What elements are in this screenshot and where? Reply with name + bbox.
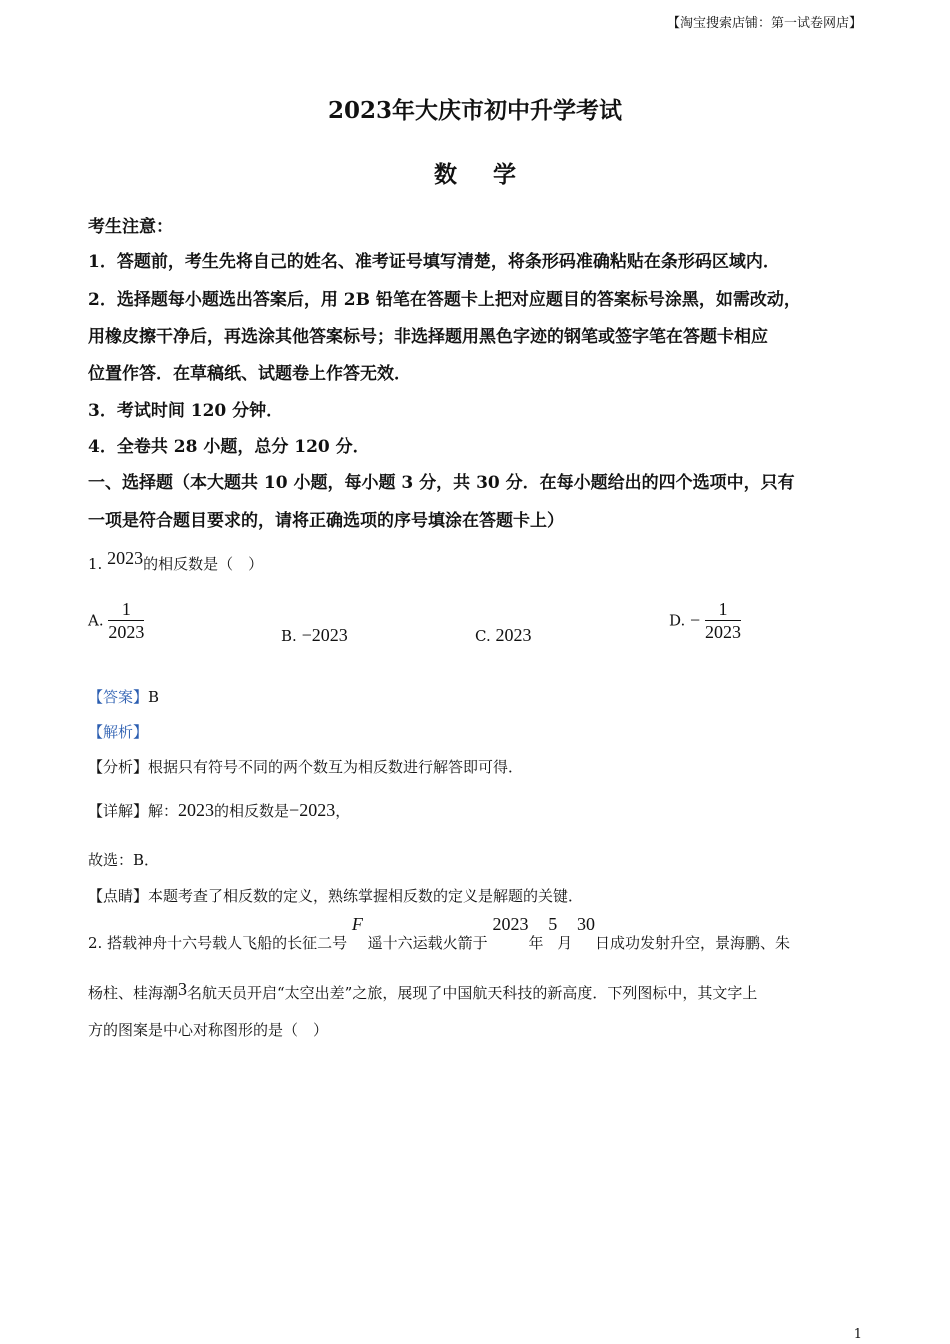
question-1-text: 的相反数是（ ）	[143, 555, 264, 573]
option-a-fraction	[108, 598, 144, 643]
notice-item-3: 3．考试时间 120 分钟．	[88, 401, 284, 421]
notice-item-4: 4．全卷共 28 小题，总分 120 分．	[88, 437, 370, 457]
option-d-sign: −	[690, 610, 701, 630]
section-1-heading-line-1: 一、选择题（本大题共 10 小题，每小题 3 分，共 30 分．在每小题给出的四个选项中，只有	[88, 473, 795, 493]
comment-line	[88, 885, 583, 906]
option-c-value: 2023	[495, 625, 532, 645]
fenxi-line	[88, 756, 523, 777]
detail-value-1: 2023	[178, 800, 215, 820]
page-number: 1	[853, 1327, 862, 1342]
detail-value-2: −2023	[289, 800, 336, 820]
question-2-part-2: 遥十六运载火箭于	[367, 934, 488, 952]
option-d	[669, 598, 741, 643]
answer-value: B	[148, 688, 160, 706]
detail-tag: 【详解】	[88, 802, 149, 820]
notice-item-1: 1．答题前，考生先将自己的姓名、准考证号填写清楚，将条形码准确粘贴在条形码区域内．	[88, 252, 780, 272]
question-2-line-2-post: 名航天员开启“太空出差”之旅，展现了中国航天科技的新高度．下列图标中，其文字上	[187, 984, 758, 1002]
detail-post: ，	[335, 802, 351, 820]
question-1	[88, 548, 264, 574]
option-a	[88, 598, 144, 643]
option-d-numerator: 1	[705, 598, 741, 621]
notice-item-2-line-1: 2．选择题每小题选出答案后，用 2B 铅笔在答题卡上把对应题目的答案标号涂黑，如需改动，	[88, 290, 801, 310]
question-2-line-2-pre: 杨柱、桂海潮	[88, 984, 179, 1002]
question-2-year: 2023	[492, 914, 529, 934]
option-d-denominator: 2023	[704, 622, 741, 642]
subject-title: 数 学	[433, 161, 530, 188]
question-2-part-3: 日成功发射升空，景海鹏、朱	[595, 934, 791, 952]
fenxi-tag: 【分析】	[88, 758, 149, 776]
question-2-day: 30	[577, 914, 596, 934]
option-b-value: −2023	[301, 625, 348, 645]
question-2-part-1: 2. 搭载神舟十六号载人飞船的长征二号	[88, 934, 348, 952]
analysis-tag: 【解析】	[88, 723, 149, 741]
option-a-denominator: 2023	[108, 622, 145, 642]
detail-prefix: 解：	[148, 802, 179, 820]
option-b-label: B.	[281, 627, 297, 645]
option-d-label: D.	[669, 611, 686, 630]
notice-item-2-line-3: 位置作答．在草稿纸、试题卷上作答无效．	[88, 364, 411, 384]
detail-line	[88, 800, 350, 821]
question-2-rocket-letter: F	[351, 914, 363, 934]
comment-text: 本题考查了相反数的定义，熟练掌握相反数的定义是解题的关键．	[148, 887, 584, 905]
option-a-label: A.	[88, 611, 104, 630]
question-2-line-3: 方的图案是中心对称图形的是（ ）	[88, 1021, 329, 1039]
question-2-line-2	[88, 979, 758, 1003]
detail-middle: 的相反数是	[214, 802, 290, 820]
shop-header: 【淘宝搜索店铺：第一试卷网店】	[666, 16, 862, 31]
option-a-numerator: 1	[108, 598, 144, 621]
question-2-month-char: 月	[557, 934, 573, 952]
fenxi-text: 根据只有符号不同的两个数互为相反数进行解答即可得．	[148, 758, 524, 776]
option-b	[281, 625, 348, 646]
answer-tag: 【答案】	[88, 688, 149, 706]
section-1-heading-line-2: 一项是符合题目要求的，请将正确选项的序号填涂在答题卡上）	[88, 511, 564, 531]
option-d-fraction	[705, 598, 741, 643]
question-2-count: 3	[178, 979, 188, 999]
option-c	[475, 625, 532, 646]
question-2-line-1	[88, 914, 790, 954]
question-2-year-char: 年	[528, 934, 544, 952]
question-1-value: 2023	[107, 548, 144, 568]
notice-heading: 考生注意：	[88, 217, 173, 237]
option-c-label: C.	[475, 627, 491, 645]
notice-item-2-line-2: 用橡皮擦干净后，再选涂其他答案标号；非选择题用黑色字迹的钢笔或签字笔在答题卡相应	[88, 327, 768, 347]
comment-tag: 【点睛】	[88, 887, 149, 905]
question-1-number: 1.	[88, 555, 103, 573]
question-2-month: 5	[548, 914, 558, 934]
answer-line	[88, 686, 159, 707]
exam-title: 2023年大庆市初中升学考试	[327, 97, 622, 124]
choice-line: 故选：B．	[88, 851, 160, 869]
